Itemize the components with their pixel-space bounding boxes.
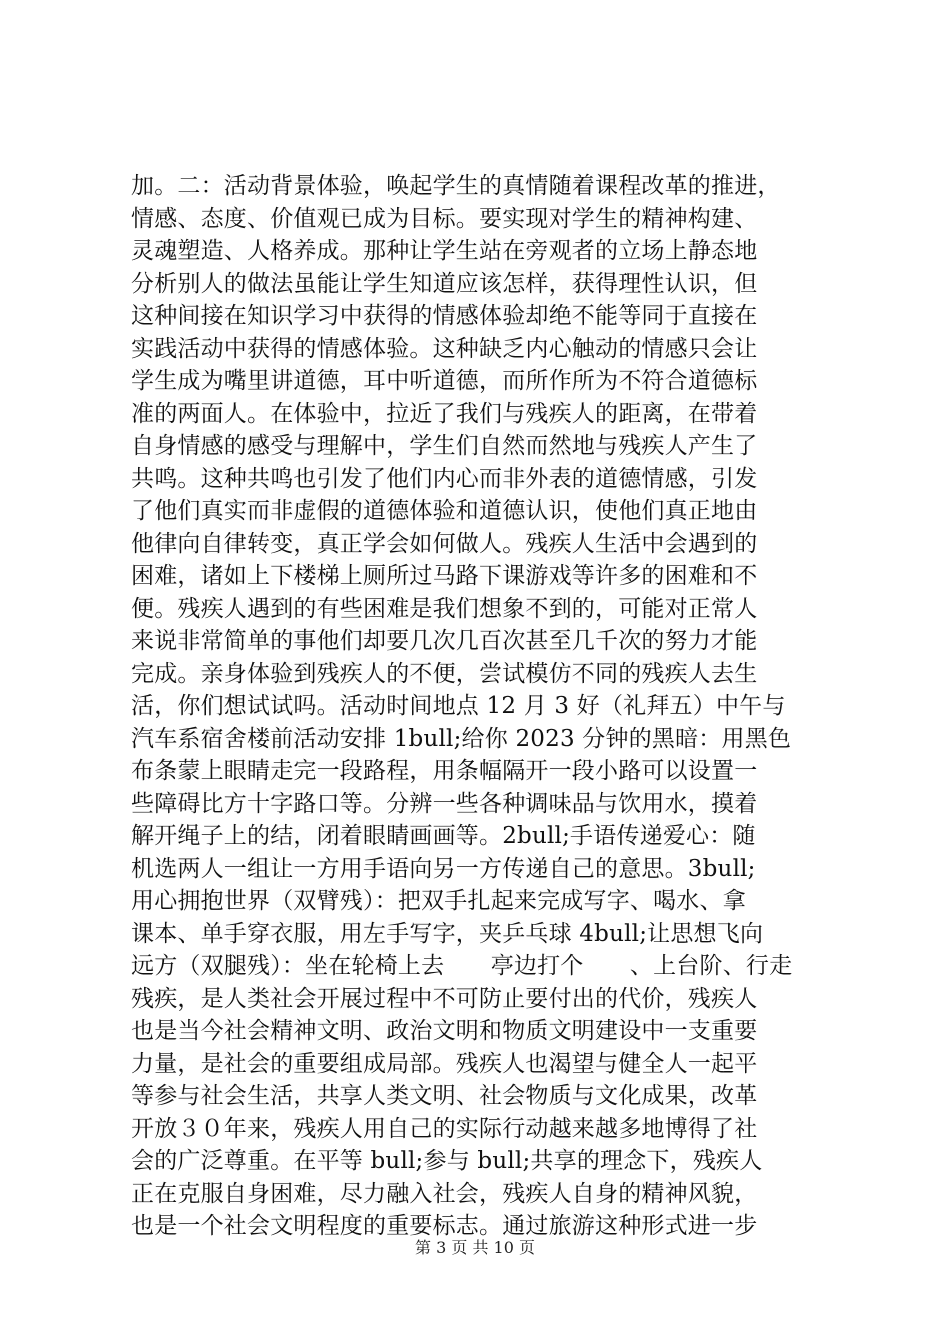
text-line: 来说非常简单的事他们却要几次几百次甚至几千次的努力才能 xyxy=(131,628,758,654)
text-line: 远方（双腿残）：坐在轮椅上去 亭边打个 、上台阶、行走 xyxy=(131,953,793,979)
text-line: 残疾，是人类社会开展过程中不可防止要付出的代价，残疾人 xyxy=(131,985,758,1012)
text-line: 用心拥抱世界（双臂残）：把双手扎起来完成写字、喝水、拿 xyxy=(131,888,746,914)
text-line: 布条蒙上眼睛走完一段路程，用条幅隔开一段小路可以设置一 xyxy=(131,758,758,784)
text-line: 解开绳子上的结，闭着眼睛画画等。2bull;手语传递爱心：随 xyxy=(131,823,756,849)
text-line: 他律向自律转变，真正学会如何做人。残疾人生活中会遇到的 xyxy=(131,530,758,557)
text-line: 自身情感的感受与理解中，学生们自然而然地与残疾人产生了 xyxy=(131,433,758,459)
text-line: 机选两人一组让一方用手语向另一方传递自己的意思。3bull; xyxy=(131,855,756,882)
text-line: 这种间接在知识学习中获得的情感体验却绝不能等同于直接在 xyxy=(131,303,758,329)
text-line: 准的两面人。在体验中，拉近了我们与残疾人的距离，在带着 xyxy=(131,400,758,427)
text-line: 便。残疾人遇到的有些困难是我们想象不到的，可能对正常人 xyxy=(131,595,758,622)
text-line: 学生成为嘴里讲道德，耳中听道德，而所作所为不符合道德标 xyxy=(131,368,758,394)
text-line: 课本、单手穿衣服，用左手写字，夹乒乓球 4bull;让思想飞向 xyxy=(131,920,764,947)
text-line: 了他们真实而非虚假的道德体验和道德认识，使他们真正地由 xyxy=(131,498,758,524)
text-line: 开放３０年来，残疾人用自己的实际行动越来越多地博得了社 xyxy=(131,1115,758,1142)
text-line: 实践活动中获得的情感体验。这种缺乏内心触动的情感只会让 xyxy=(131,335,758,362)
text-line: 也是一个社会文明程度的重要标志。通过旅游这种形式进一步 xyxy=(131,1213,758,1239)
page-number-footer: 第 3 页 共 10 页 xyxy=(415,1238,535,1257)
text-line: 会的广泛尊重。在平等 bull;参与 bull;共享的理念下，残疾人 xyxy=(131,1148,763,1174)
text-line: 汽车系宿舍楼前活动安排 1bull;给你 2023 分钟的黑暗：用黑色 xyxy=(131,725,792,752)
text-line: 些障碍比方十字路口等。分辨一些各种调味品与饮用水，摸着 xyxy=(131,790,758,817)
text-line: 情感、态度、价值观已成为目标。要实现对学生的精神构建、 xyxy=(131,205,758,232)
text-line: 完成。亲身体验到残疾人的不便，尝试模仿不同的残疾人去生 xyxy=(131,660,758,687)
text-line: 共鸣。这种共鸣也引发了他们内心而非外表的道德情感，引发 xyxy=(131,465,758,492)
text-line: 分析别人的做法虽能让学生知道应该怎样，获得理性认识，但 xyxy=(131,270,758,297)
text-line: 等参与社会生活，共享人类文明、社会物质与文化成果，改革 xyxy=(131,1083,758,1109)
text-line: 灵魂塑造、人格养成。那种让学生站在旁观者的立场上静态地 xyxy=(131,238,758,264)
body-text xyxy=(131,170,831,1243)
text-line: 困难，诸如上下楼梯上厕所过马路下课游戏等许多的困难和不 xyxy=(131,563,758,589)
text-line: 活，你们想试试吗。活动时间地点 12 月 3 好（礼拜五）中午与 xyxy=(131,693,786,719)
text-line: 加。二：活动背景体验，唤起学生的真情随着课程改革的推进， xyxy=(131,173,781,199)
text-line: 力量，是社会的重要组成局部。残疾人也渴望与健全人一起平 xyxy=(131,1050,758,1077)
text-line: 正在克服自身困难，尽力融入社会，残疾人自身的精神风貌， xyxy=(131,1180,758,1207)
text-line: 也是当今社会精神文明、政治文明和物质文明建设中一支重要 xyxy=(131,1018,758,1044)
